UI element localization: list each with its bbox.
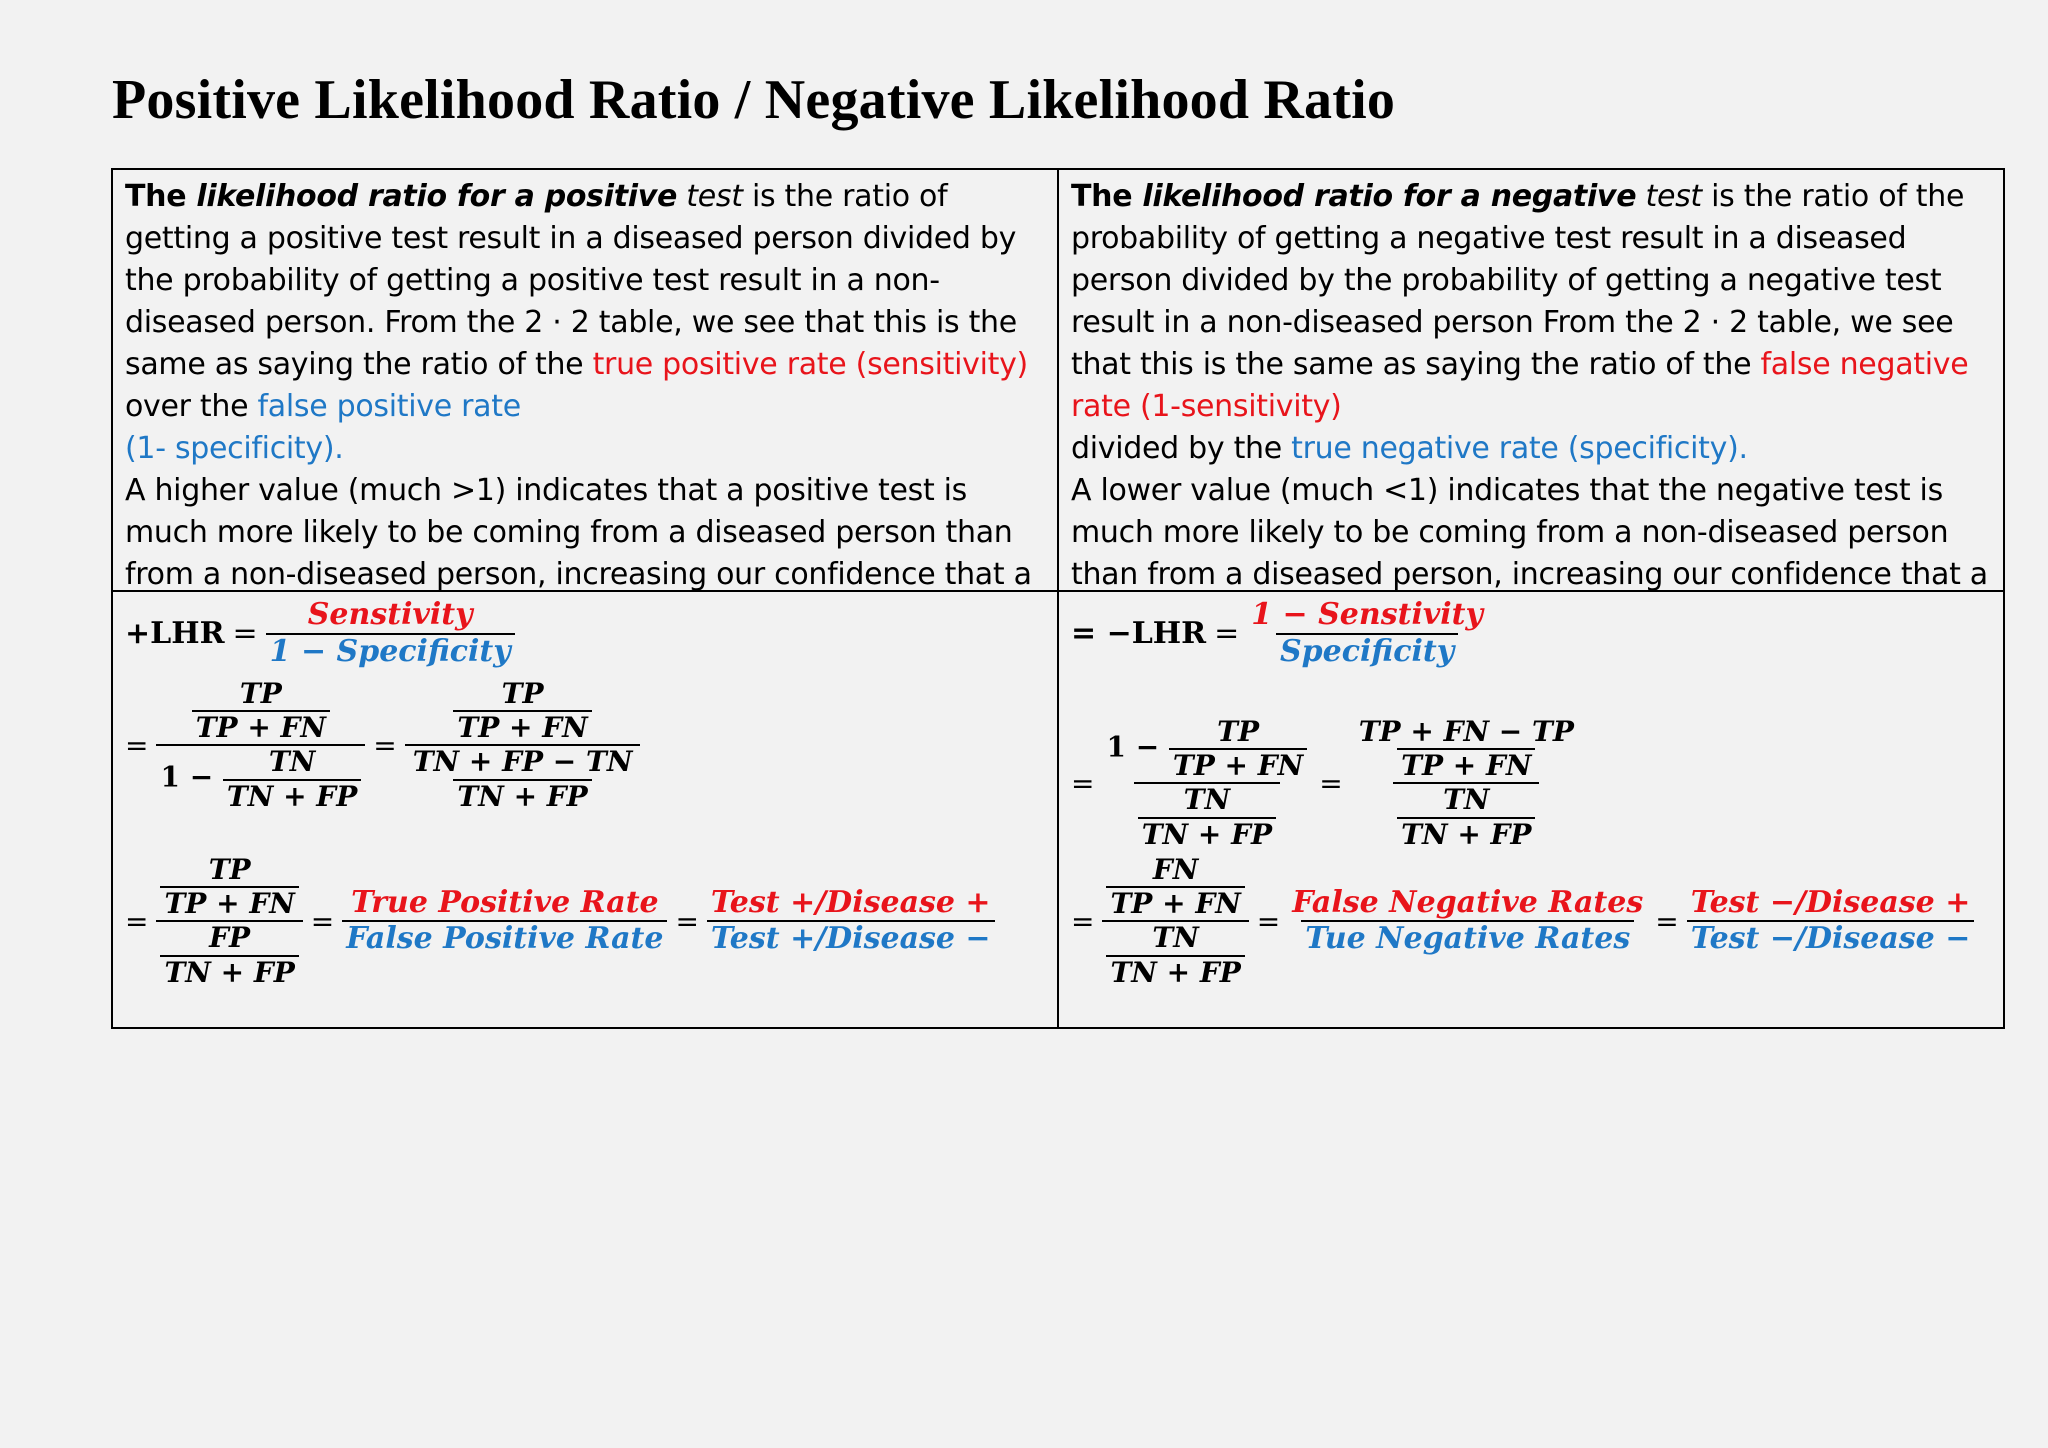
intro-the: The [1071,179,1143,214]
false-positive-rate-phrase: false positive rate [257,389,521,424]
specificity-label: Specificity [1276,633,1458,670]
true-positive-rate-phrase: true positive rate (sensitivity) [592,347,1028,382]
one-minus-sensitivity-label: 1 − Senstivity [1251,597,1483,632]
plr-frac [266,598,515,669]
plr-frac-b: $\frac{\frac{TP}{TP + FN}}{\frac{TN + FP - TN}{TN + FP}}$ [405,678,641,813]
positive-lr-paragraph-1 [125,176,1047,470]
intro-term-test: test [677,179,743,214]
over-the-text: over the [125,389,258,424]
one-minus-specificity-phrase: (1- specificity). [125,431,344,466]
intro-rest: is the ratio of the probability of getting a negative test result in a diseased person divided by the probability of getting a negative test result in a non-diseased person From the 2 · 2 table, we see that this is the same as saying the ratio of the [1071,179,1965,382]
plr-expansion: = $\frac{TP}{TP + FN}$ 1 − $\frac{TN}{TN + FP}$ = $\frac{\frac{TP}{TP + FN}}{\frac{TN + FP - TN}{TN + FP}}$ [125,678,640,813]
plr-frac-a: $\frac{TP}{TP + FN}$ 1 − $\frac{TN}{TN + FP}$ [156,678,365,813]
negative-lr-paragraph-2: A lower value (much <1) indicates that the negative test is much more likely to be coming from a non-diseased person than from a diseased person, increasing our confidence that a [1071,473,1988,592]
nlr-lhs: = −LHR [1071,616,1207,651]
test-pos-disease-neg-label: Test +/Disease − [707,920,995,957]
intro-term: likelihood ratio for a positive [196,179,678,214]
intro-term-test: test [1636,179,1702,214]
plr-definition: +LHR = $\frac{\text{Senstivity}}{\text{1 − Specificity}}$ [125,598,515,669]
test-pos-disease-pos-label: Test +/Disease + [710,884,991,920]
likelihood-ratio-table [111,168,2005,1029]
test-neg-disease-neg-label: Test −/Disease − [1687,920,1975,957]
true-negative-rates-label: Tue Negative Rates [1301,920,1634,957]
one-minus-specificity-label: 1 − Specificity [266,633,515,670]
divided-by-text: divided by the [1071,431,1292,466]
plr-lhs: +LHR [125,616,225,651]
negative-lr-paragraph-1 [1071,176,1993,470]
true-positive-rate-label: True Positive Rate [351,884,659,920]
nlr-expansion: = 1 − $\frac{TP}{TP + FN}$ $\frac{TN}{TN + FP}$ = $\frac{\frac{TP + FN - TP}{TP + FN}}{\frac{TN}{TN + FP}}$ [1071,715,1574,851]
sensitivity-label: Senstivity [307,597,473,632]
plr-rates: = $\frac{\frac{TP}{TP + FN}}{\frac{FP}{TN + FP}}$ = $\frac{\text{True Positive Rate}}{\text{False Positive Rate}}$ = $\frac{\text{Test +/Disease +}}{\text{Test +/Disease −}}$ [125,854,995,989]
negative-lr-formulas [1059,592,2003,1027]
true-negative-rate-phrase: true negative rate (specificity). [1291,431,1748,466]
false-negative-rate-phrase: false negative rate (1-sensitivity) [1071,347,1969,424]
positive-lr-formulas [113,592,1059,1027]
positive-lr-paragraph-2: A higher value (much >1) indicates that a positive test is much more likely to be coming from a diseased person than from a non-diseased person, increasing our confidence that a [125,473,1032,592]
false-negative-rates-label: False Negative Rates [1292,884,1644,920]
page-title: Positive Likelihood Ratio / Negative Likelihood Ratio [112,69,1396,131]
intro-rest: is the ratio of getting a positive test result in a diseased person divided by the probability of getting a positive test result in a non-diseased person. From the 2 · 2 table, we see that this is the same as saying the ratio of the [125,179,1017,382]
negative-lr-description [1059,170,2003,592]
nlr-rates: = $\frac{\frac{FN}{TP + FN}}{\frac{TN}{TN + FP}}$ = $\frac{\text{False Negative Rates}}{\text{Tue Negative Rates}}$ = $\frac{\text{Test −/Disease +}}{\text{Test −/Disease −}}$ [1071,854,1974,989]
false-positive-rate-label: False Positive Rate [342,920,667,957]
intro-term: likelihood ratio for a negative [1142,179,1637,214]
test-neg-disease-pos-label: Test −/Disease + [1690,884,1971,920]
positive-lr-description [113,170,1059,592]
intro-the: The [125,179,197,214]
nlr-definition: = −LHR = $\frac{\text{1 − Senstivity}}{\text{Specificity}}$ [1071,598,1487,669]
